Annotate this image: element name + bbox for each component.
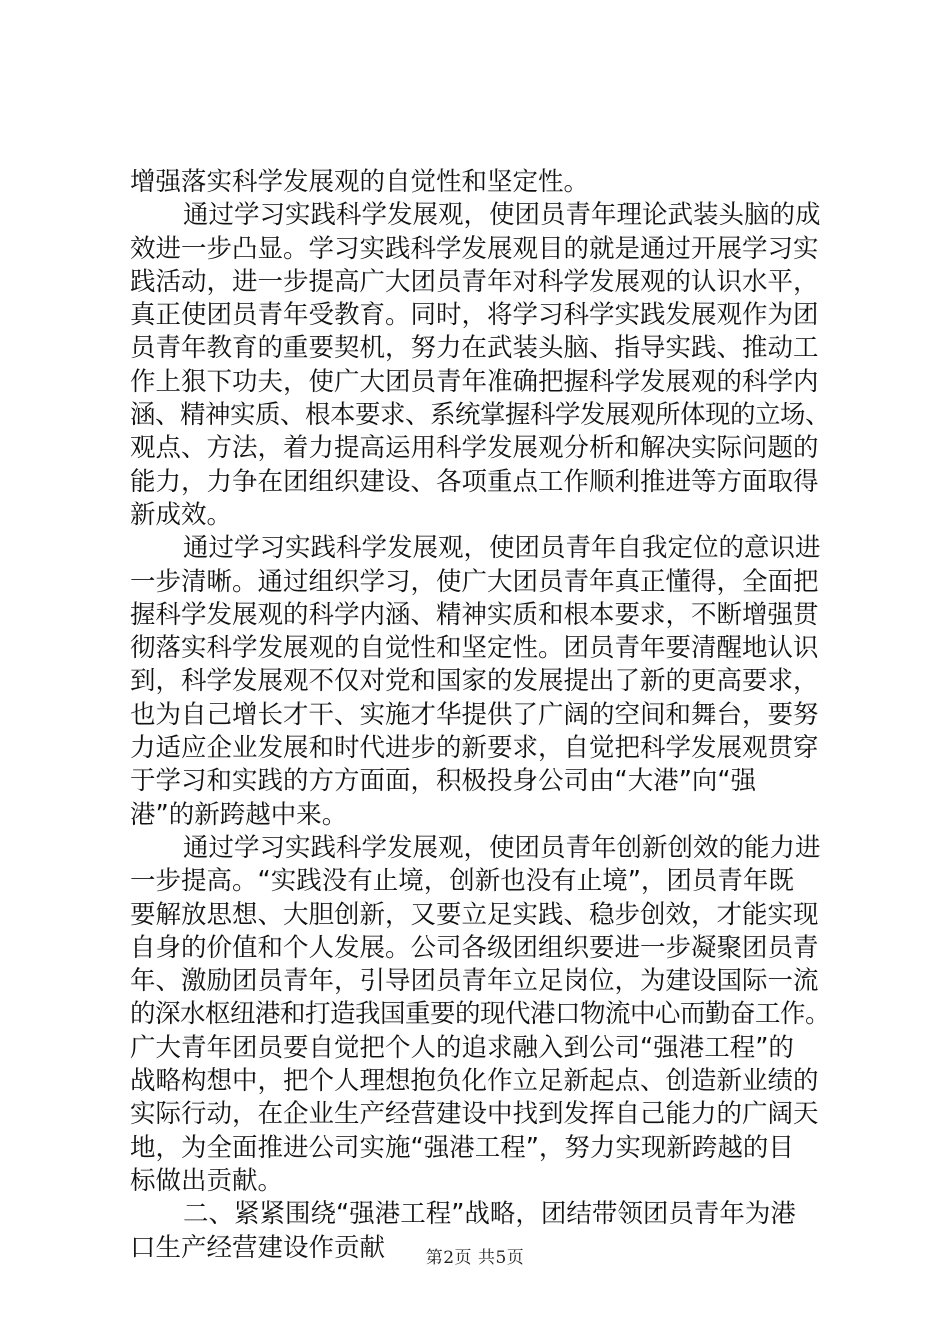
text-line: 一步清晰。通过组织学习，使广大团员青年真正懂得，全面把	[130, 566, 819, 597]
text-line: 真正使团员青年受教育。同时，将学习科学实践发展观作为团	[130, 300, 819, 331]
text-line: 地，为全面推进公司实施“强港工程”，努力实现新跨越的目	[130, 1132, 794, 1163]
text-line: 港”的新跨越中来。	[130, 799, 348, 830]
text-line: 口生产经营建设作贡献	[130, 1232, 386, 1263]
text-line: 要解放思想、大胆创新，又要立足实践、稳步创效，才能实现	[130, 899, 819, 930]
text-line: 实际行动，在企业生产经营建设中找到发挥自己能力的广阔天	[130, 1099, 819, 1130]
text-line: 力适应企业发展和时代进步的新要求，自觉把科学发展观贯穿	[130, 733, 819, 764]
text-line: 标做出贡献。	[130, 1165, 284, 1196]
text-line: 战略构想中，把个人理想抱负化作立足新起点、创造新业绩的	[130, 1066, 819, 1097]
text-line: 通过学习实践科学发展观，使团员青年理论武装头脑的成	[183, 200, 821, 231]
text-line: 能力，力争在团组织建设、各项重点工作顺利推进等方面取得	[130, 466, 819, 497]
text-line: 通过学习实践科学发展观，使团员青年创新创效的能力进	[183, 832, 821, 863]
text-line: 二、紧紧围绕“强港工程”战略，团结带领团员青年为港	[183, 1199, 796, 1230]
page-footer	[0, 1243, 950, 1268]
text-line: 践活动，进一步提高广大团员青年对科学发展观的认识水平，	[130, 266, 819, 297]
text-line: 员青年教育的重要契机，努力在武装头脑、指导实践、推动工	[130, 333, 819, 364]
document-body	[130, 166, 830, 1265]
text-line: 自身的价值和个人发展。公司各级团组织要进一步凝聚团员青	[130, 932, 819, 963]
text-line: 通过学习实践科学发展观，使团员青年自我定位的意识进	[183, 533, 821, 564]
text-line: 一步提高。“实践没有止境，创新也没有止境”，团员青年既	[130, 866, 794, 897]
text-line: 到，科学发展观不仅对党和国家的发展提出了新的更高要求，	[130, 666, 819, 697]
page-number-label: 第2页 共5页	[425, 1248, 525, 1268]
text-line: 作上狠下功夫，使广大团员青年准确把握科学发展观的科学内	[130, 366, 819, 397]
text-line: 广大青年团员要自觉把个人的追求融入到公司“强港工程”的	[130, 1032, 794, 1063]
text-line: 增强落实科学发展观的自觉性和坚定性。	[130, 167, 590, 197]
text-line: 也为自己增长才干、实施才华提供了广阔的空间和舞台，要努	[130, 699, 819, 730]
text-line: 效进一步凸显。学习实践科学发展观目的就是通过开展学习实	[130, 233, 819, 264]
text-line: 观点、方法，着力提高运用科学发展观分析和解决实际问题的	[130, 433, 819, 464]
text-line: 于学习和实践的方方面面，积极投身公司由“大港”向“强	[130, 766, 757, 797]
text-line: 的深水枢纽港和打造我国重要的现代港口物流中心而勤奋工作。	[130, 999, 831, 1030]
text-line: 彻落实科学发展观的自觉性和坚定性。团员青年要清醒地认识	[130, 633, 819, 664]
text-line: 涵、精神实质、根本要求、系统掌握科学发展观所体现的立场、	[130, 400, 831, 431]
text-line: 新成效。	[130, 499, 233, 530]
text-line: 年、激励团员青年，引导团员青年立足岗位，为建设国际一流	[130, 966, 819, 997]
text-line: 握科学发展观的科学内涵、精神实质和根本要求，不断增强贯	[130, 599, 819, 630]
